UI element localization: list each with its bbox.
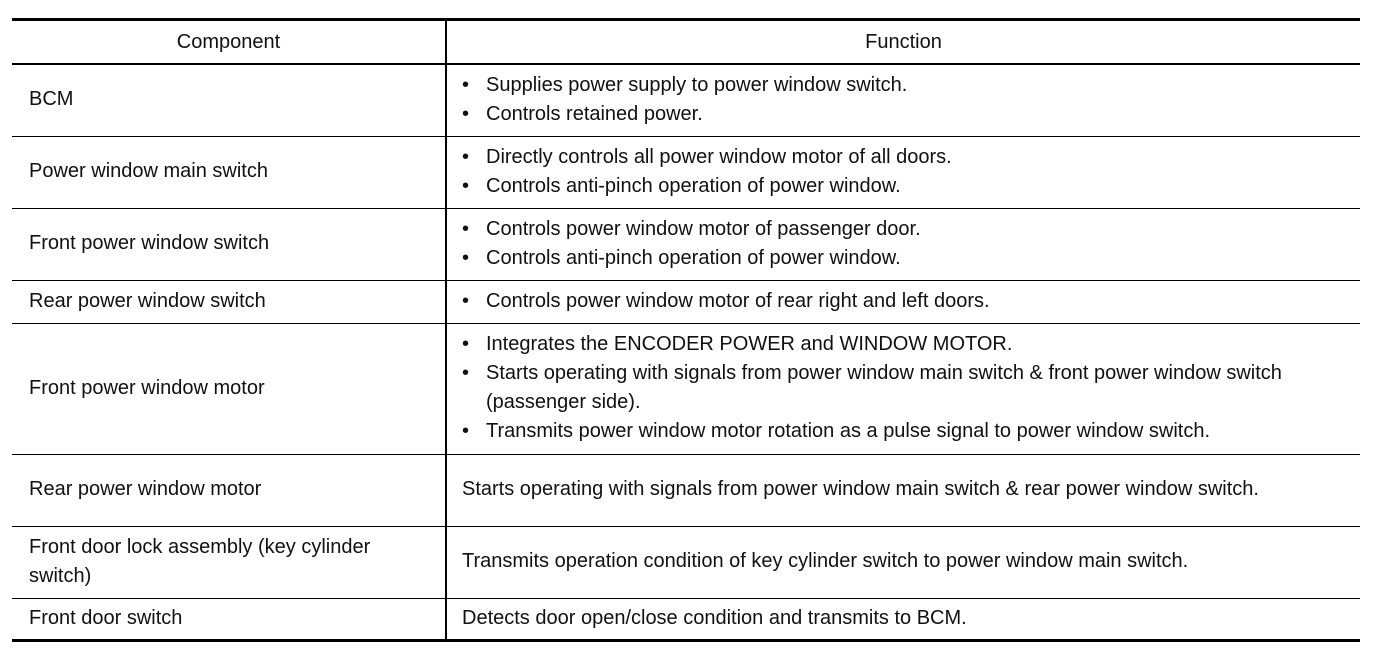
- function-cell: Detects door open/close condition and transmits to BCM.: [446, 598, 1360, 640]
- component-cell: Front power window motor: [12, 323, 446, 454]
- component-cell: Front door switch: [12, 598, 446, 640]
- component-function-table: [12, 18, 1360, 642]
- table-row: [12, 208, 1360, 280]
- function-bullet: • Transmits power window motor rotation as a pulse signal to power window switch.: [462, 417, 1352, 446]
- function-cell: [446, 323, 1360, 454]
- function-cell: [446, 280, 1360, 323]
- header-row: [12, 20, 1360, 65]
- function-bullet-list: [462, 330, 1352, 446]
- component-cell: Front power window switch: [12, 208, 446, 280]
- function-bullet: • Controls retained power.: [462, 100, 1352, 129]
- table-row: [12, 64, 1360, 136]
- function-bullet: • Supplies power supply to power window switch.: [462, 71, 1352, 100]
- function-cell: [446, 136, 1360, 208]
- table-row: [12, 136, 1360, 208]
- component-cell: Rear power window switch: [12, 280, 446, 323]
- function-bullet: • Directly controls all power window motor of all doors.: [462, 143, 1352, 172]
- function-bullet: • Integrates the ENCODER POWER and WINDOW MOTOR.: [462, 330, 1352, 359]
- component-cell: Rear power window motor: [12, 454, 446, 526]
- function-cell: [446, 64, 1360, 136]
- function-bullet-list: [462, 215, 1352, 273]
- table-row: [12, 526, 1360, 598]
- function-bullet-list: [462, 143, 1352, 201]
- component-cell: BCM: [29, 88, 74, 111]
- table-row: [12, 280, 1360, 323]
- component-cell: Power window main switch: [12, 136, 446, 208]
- function-bullet: • Starts operating with signals from power window main switch & front power window switch (passenger side).: [462, 359, 1352, 417]
- component-cell: Front door lock assembly (key cylinder switch): [12, 526, 446, 598]
- function-bullet-list: [462, 71, 1352, 129]
- header-function: Function: [446, 20, 1360, 65]
- function-bullet: • Controls power window motor of passenger door.: [462, 215, 1352, 244]
- function-cell: Transmits operation condition of key cylinder switch to power window main switch.: [446, 526, 1360, 598]
- header-component: Component: [12, 20, 446, 65]
- function-bullet: • Controls power window motor of rear right and left doors.: [462, 287, 1352, 316]
- function-bullet: • Controls anti-pinch operation of power window.: [462, 244, 1352, 273]
- table-row: [12, 323, 1360, 454]
- function-bullet-list: [462, 287, 1352, 316]
- table-row: [12, 454, 1360, 526]
- table-row: [12, 598, 1360, 640]
- function-cell: Starts operating with signals from power window main switch & rear power window switch.: [446, 454, 1360, 526]
- function-bullet: • Controls anti-pinch operation of power window.: [462, 172, 1352, 201]
- function-cell: [446, 208, 1360, 280]
